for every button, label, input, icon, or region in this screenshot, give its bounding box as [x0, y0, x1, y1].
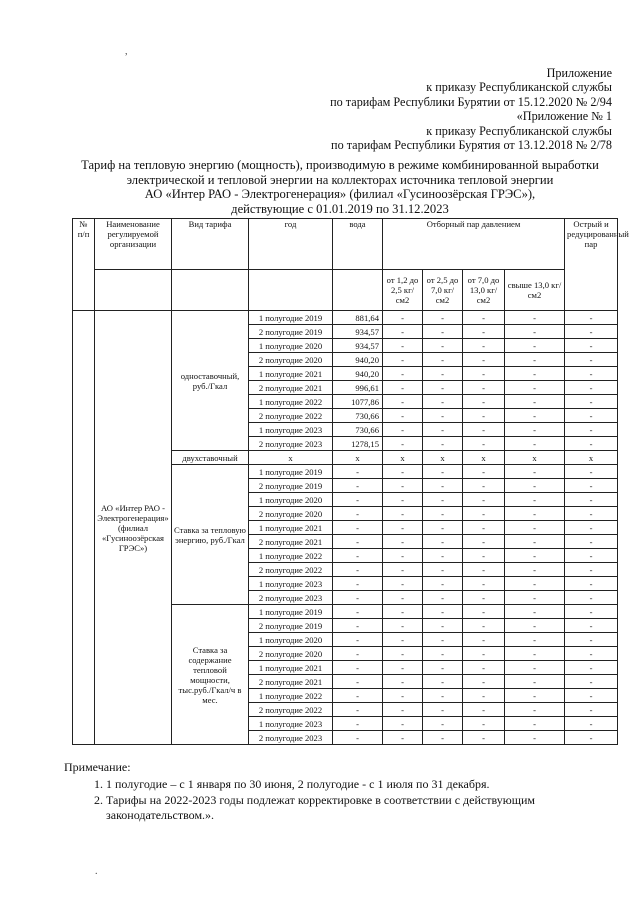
value-dash: - — [505, 521, 565, 535]
value-dash: - — [383, 409, 423, 423]
value-dash: - — [565, 675, 618, 689]
period-cell: 2 полугодие 2023 — [249, 731, 333, 745]
value-dash: - — [565, 409, 618, 423]
value-dash: - — [383, 717, 423, 731]
value-dash: - — [423, 535, 463, 549]
value-dash: - — [423, 339, 463, 353]
title-line: электрической и тепловой энергии на коллекторах источника тепловой энергии — [126, 172, 554, 187]
value-dash: - — [505, 633, 565, 647]
value-dash: - — [463, 507, 505, 521]
notes-section — [64, 760, 624, 824]
value-dash: - — [333, 479, 383, 493]
header-line: «Приложение № 1 — [516, 109, 612, 124]
value-dash: - — [423, 703, 463, 717]
value-dash: - — [505, 493, 565, 507]
value-dash: - — [423, 577, 463, 591]
value-dash: - — [463, 703, 505, 717]
value-dash: - — [463, 661, 505, 675]
value-dash: - — [505, 339, 565, 353]
period-cell: 2 полугодие 2022 — [249, 563, 333, 577]
x-mark: х — [463, 451, 505, 465]
value-dash: - — [463, 353, 505, 367]
value-dash: - — [383, 577, 423, 591]
table-subheader-row — [73, 270, 618, 311]
value-dash: - — [333, 675, 383, 689]
value-dash: - — [423, 395, 463, 409]
x-mark: х — [249, 451, 333, 465]
water-value: 1278,15 — [333, 437, 383, 451]
value-dash: - — [333, 717, 383, 731]
value-dash: - — [423, 367, 463, 381]
period-cell: 1 полугодие 2020 — [249, 339, 333, 353]
header-line: по тарифам Республики Бурятии от 15.12.2020 № 2/94 — [330, 94, 612, 109]
value-dash: - — [565, 325, 618, 339]
period-cell: 2 полугодие 2020 — [249, 353, 333, 367]
value-dash: - — [565, 535, 618, 549]
value-dash: - — [333, 507, 383, 521]
value-dash: - — [505, 409, 565, 423]
period-cell: 1 полугодие 2022 — [249, 549, 333, 563]
subheader-blank — [172, 270, 249, 311]
value-dash: - — [423, 563, 463, 577]
header-year: год — [249, 219, 333, 270]
value-dash: - — [423, 689, 463, 703]
value-dash: - — [423, 731, 463, 745]
water-value: 934,57 — [333, 325, 383, 339]
value-dash: - — [423, 479, 463, 493]
period-cell: 2 полугодие 2021 — [249, 675, 333, 689]
value-dash: - — [463, 717, 505, 731]
value-dash: - — [333, 577, 383, 591]
value-dash: - — [505, 703, 565, 717]
value-dash: - — [565, 437, 618, 451]
value-dash: - — [565, 493, 618, 507]
value-dash: - — [463, 395, 505, 409]
value-dash: - — [383, 689, 423, 703]
value-dash: - — [565, 465, 618, 479]
value-dash: - — [505, 661, 565, 675]
value-dash: - — [333, 563, 383, 577]
value-dash: - — [383, 367, 423, 381]
value-dash: - — [463, 577, 505, 591]
header-num: № п/п — [73, 219, 95, 311]
value-dash: - — [383, 479, 423, 493]
period-cell: 1 полугодие 2023 — [249, 717, 333, 731]
value-dash: - — [505, 647, 565, 661]
value-dash: - — [565, 619, 618, 633]
value-dash: - — [383, 633, 423, 647]
value-dash: - — [565, 353, 618, 367]
value-dash: - — [383, 731, 423, 745]
value-dash: - — [423, 381, 463, 395]
value-dash: - — [463, 675, 505, 689]
value-dash: - — [505, 507, 565, 521]
title-line: Тариф на тепловую энергию (мощность), производимую в режиме комбинированной выработки — [81, 158, 599, 172]
value-dash: - — [565, 563, 618, 577]
value-dash: - — [423, 465, 463, 479]
value-dash: - — [565, 591, 618, 605]
value-dash: - — [383, 339, 423, 353]
value-dash: - — [383, 493, 423, 507]
value-dash: - — [505, 437, 565, 451]
value-dash: - — [383, 465, 423, 479]
period-cell: 2 полугодие 2022 — [249, 409, 333, 423]
value-dash: - — [423, 521, 463, 535]
value-dash: - — [565, 731, 618, 745]
value-dash: - — [463, 423, 505, 437]
value-dash: - — [565, 647, 618, 661]
value-dash: - — [505, 465, 565, 479]
value-dash: - — [463, 689, 505, 703]
value-dash: - — [383, 563, 423, 577]
period-cell: 1 полугодие 2023 — [249, 577, 333, 591]
value-dash: - — [505, 689, 565, 703]
value-dash: - — [383, 535, 423, 549]
value-dash: - — [505, 619, 565, 633]
row-num — [73, 311, 95, 745]
header-pressure-2: от 2,5 до 7,0 кг/см2 — [423, 270, 463, 311]
water-value: 881,64 — [333, 311, 383, 325]
value-dash: - — [423, 605, 463, 619]
value-dash: - — [565, 703, 618, 717]
value-dash: - — [505, 605, 565, 619]
value-dash: - — [463, 591, 505, 605]
value-dash: - — [463, 325, 505, 339]
value-dash: - — [423, 423, 463, 437]
value-dash: - — [423, 549, 463, 563]
value-dash: - — [463, 549, 505, 563]
period-cell: 2 полугодие 2019 — [249, 619, 333, 633]
period-cell: 1 полугодие 2020 — [249, 633, 333, 647]
header-org: Наименование регулируемой организации — [95, 219, 172, 270]
value-dash: - — [463, 535, 505, 549]
value-dash: - — [383, 381, 423, 395]
value-dash: - — [423, 311, 463, 325]
value-dash: - — [383, 605, 423, 619]
value-dash: - — [565, 577, 618, 591]
tariff-table-body — [73, 219, 629, 745]
subheader-blank — [249, 270, 333, 311]
header-water: вода — [333, 219, 383, 270]
value-dash: - — [463, 409, 505, 423]
value-dash: - — [383, 521, 423, 535]
scan-speck: , — [125, 46, 128, 57]
value-dash: - — [505, 535, 565, 549]
header-line: по тарифам Республики Бурятия от 13.12.2018 № 2/78 — [331, 138, 612, 153]
value-dash: - — [423, 409, 463, 423]
title-line: действующие с 01.01.2019 по 31.12.2023 — [231, 201, 449, 216]
value-dash: - — [333, 591, 383, 605]
header-line: Приложение — [546, 66, 612, 80]
value-dash: - — [423, 507, 463, 521]
value-dash: - — [505, 591, 565, 605]
water-value: 940,20 — [333, 367, 383, 381]
note-item: 1. 1 полугодие – с 1 января по 30 июня, 2 полугодие - с 1 июля по 31 декабря. — [106, 777, 624, 792]
value-dash: - — [423, 647, 463, 661]
value-dash: - — [333, 633, 383, 647]
table-header-row — [73, 219, 618, 270]
period-cell: 2 полугодие 2020 — [249, 647, 333, 661]
approval-header — [232, 66, 612, 152]
subheader-blank — [95, 270, 172, 311]
value-dash: - — [423, 437, 463, 451]
value-dash: - — [383, 437, 423, 451]
notes-list — [64, 777, 624, 823]
value-dash: - — [505, 353, 565, 367]
org-name: АО «Интер РАО - Электрогенерация» (филиал «Гусиноозёрская ГРЭС») — [95, 311, 172, 745]
table-row — [73, 311, 618, 325]
header-line: к приказу Республиканской службы — [426, 123, 612, 138]
single-rate-label: одноставочный, руб./Гкал — [172, 311, 249, 451]
value-dash: - — [565, 479, 618, 493]
period-cell: 1 полугодие 2019 — [249, 605, 333, 619]
period-cell: 2 полугодие 2023 — [249, 591, 333, 605]
value-dash: - — [463, 311, 505, 325]
value-dash: - — [505, 731, 565, 745]
value-dash: - — [423, 717, 463, 731]
value-dash: - — [423, 661, 463, 675]
value-dash: - — [505, 395, 565, 409]
value-dash: - — [463, 563, 505, 577]
period-cell: 1 полугодие 2021 — [249, 521, 333, 535]
x-mark: х — [423, 451, 463, 465]
period-cell: 2 полугодие 2022 — [249, 703, 333, 717]
value-dash: - — [383, 311, 423, 325]
subheader-blank — [333, 270, 383, 311]
value-dash: - — [423, 325, 463, 339]
header-tariff-type: Вид тарифа — [172, 219, 249, 270]
value-dash: - — [463, 619, 505, 633]
note-item: 2. Тарифы на 2022-2023 годы подлежат корректировке в соответствии с действующим законодательством.». — [106, 793, 624, 823]
value-dash: - — [383, 423, 423, 437]
period-cell: 2 полугодие 2021 — [249, 535, 333, 549]
header-steam-group: Отборный пар давлением — [383, 219, 565, 270]
value-dash: - — [383, 507, 423, 521]
value-dash: - — [505, 423, 565, 437]
value-dash: - — [565, 311, 618, 325]
value-dash: - — [505, 479, 565, 493]
x-mark: х — [505, 451, 565, 465]
header-line: к приказу Республиканской службы — [426, 80, 612, 95]
value-dash: - — [333, 605, 383, 619]
value-dash: - — [333, 521, 383, 535]
value-dash: - — [423, 675, 463, 689]
value-dash: - — [565, 395, 618, 409]
value-dash: - — [383, 353, 423, 367]
value-dash: - — [463, 647, 505, 661]
value-dash: - — [463, 731, 505, 745]
value-dash: - — [505, 675, 565, 689]
water-value: 996,61 — [333, 381, 383, 395]
value-dash: - — [565, 521, 618, 535]
two-rate-label: двухставочный — [172, 451, 249, 465]
value-dash: - — [383, 703, 423, 717]
header-pressure-4: свыше 13,0 кг/см2 — [505, 270, 565, 311]
period-cell: 1 полугодие 2021 — [249, 661, 333, 675]
value-dash: - — [383, 619, 423, 633]
period-cell: 1 полугодие 2019 — [249, 311, 333, 325]
value-dash: - — [423, 353, 463, 367]
x-mark: х — [565, 451, 618, 465]
value-dash: - — [383, 661, 423, 675]
period-cell: 2 полугодие 2020 — [249, 507, 333, 521]
tariff-table — [72, 218, 629, 745]
water-value: 1077,86 — [333, 395, 383, 409]
value-dash: - — [383, 549, 423, 563]
value-dash: - — [565, 661, 618, 675]
value-dash: - — [565, 605, 618, 619]
value-dash: - — [333, 731, 383, 745]
value-dash: - — [505, 717, 565, 731]
value-dash: - — [423, 591, 463, 605]
value-dash: - — [505, 549, 565, 563]
value-dash: - — [333, 703, 383, 717]
value-dash: - — [383, 325, 423, 339]
value-dash: - — [423, 633, 463, 647]
value-dash: - — [383, 395, 423, 409]
value-dash: - — [463, 367, 505, 381]
value-dash: - — [565, 549, 618, 563]
period-cell: 1 полугодие 2023 — [249, 423, 333, 437]
value-dash: - — [505, 325, 565, 339]
x-mark: х — [383, 451, 423, 465]
value-dash: - — [333, 493, 383, 507]
value-dash: - — [383, 647, 423, 661]
period-cell: 2 полугодие 2023 — [249, 437, 333, 451]
value-dash: - — [565, 339, 618, 353]
period-cell: 1 полугодие 2022 — [249, 395, 333, 409]
value-dash: - — [463, 437, 505, 451]
value-dash: - — [565, 633, 618, 647]
period-cell: 1 полугодие 2019 — [249, 465, 333, 479]
header-sharp-steam: Острый и редуцированный пар — [565, 219, 618, 311]
value-dash: - — [383, 591, 423, 605]
value-dash: - — [463, 605, 505, 619]
value-dash: - — [505, 367, 565, 381]
water-value: 934,57 — [333, 339, 383, 353]
value-dash: - — [463, 633, 505, 647]
value-dash: - — [333, 535, 383, 549]
value-dash: - — [505, 311, 565, 325]
period-cell: 2 полугодие 2019 — [249, 325, 333, 339]
energy-rate-label: Ставка за тепловую энергию, руб./Гкал — [172, 465, 249, 605]
period-cell: 2 полугодие 2021 — [249, 381, 333, 395]
value-dash: - — [565, 367, 618, 381]
x-mark: х — [333, 451, 383, 465]
capacity-rate-label: Ставка за содержание тепловой мощности, тыс.руб./Гкал/ч в мес. — [172, 605, 249, 745]
value-dash: - — [333, 689, 383, 703]
value-dash: - — [565, 423, 618, 437]
value-dash: - — [463, 465, 505, 479]
value-dash: - — [505, 381, 565, 395]
value-dash: - — [463, 381, 505, 395]
period-cell: 1 полугодие 2021 — [249, 367, 333, 381]
value-dash: - — [565, 507, 618, 521]
value-dash: - — [423, 619, 463, 633]
notes-label: Примечание: — [64, 760, 131, 774]
value-dash: - — [333, 549, 383, 563]
value-dash: - — [383, 675, 423, 689]
period-cell: 1 полугодие 2022 — [249, 689, 333, 703]
value-dash: - — [333, 465, 383, 479]
value-dash: - — [565, 689, 618, 703]
value-dash: - — [463, 521, 505, 535]
period-cell: 2 полугодие 2019 — [249, 479, 333, 493]
value-dash: - — [333, 647, 383, 661]
value-dash: - — [505, 577, 565, 591]
value-dash: - — [565, 381, 618, 395]
value-dash: - — [333, 661, 383, 675]
header-pressure-1: от 1,2 до 2,5 кг/см2 — [383, 270, 423, 311]
water-value: 940,20 — [333, 353, 383, 367]
title-line: АО «Интер РАО - Электрогенерация» (филиал «Гусиноозёрская ГРЭС»), — [144, 187, 536, 202]
value-dash: - — [565, 717, 618, 731]
scan-speck: . — [95, 866, 98, 877]
water-value: 730,66 — [333, 423, 383, 437]
water-value: 730,66 — [333, 409, 383, 423]
header-pressure-3: от 7,0 до 13,0 кг/см2 — [463, 270, 505, 311]
value-dash: - — [463, 479, 505, 493]
value-dash: - — [333, 619, 383, 633]
value-dash: - — [463, 339, 505, 353]
value-dash: - — [423, 493, 463, 507]
value-dash: - — [505, 563, 565, 577]
document-title — [60, 158, 620, 216]
period-cell: 1 полугодие 2020 — [249, 493, 333, 507]
value-dash: - — [463, 493, 505, 507]
